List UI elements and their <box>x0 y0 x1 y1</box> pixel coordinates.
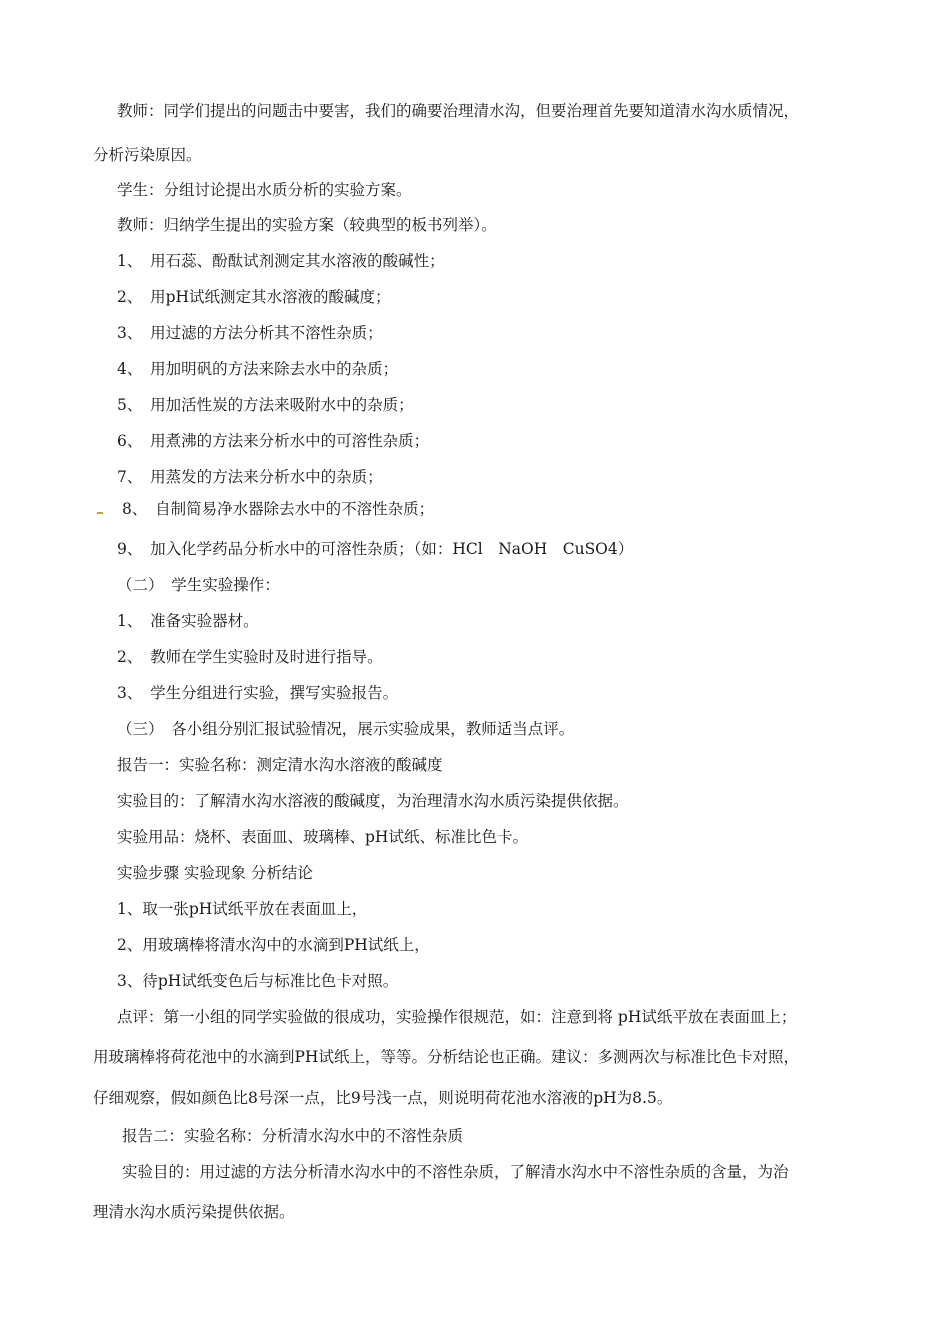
list-item-operation-3: 3、 学生分组进行实验，撰写实验报告。 <box>117 684 399 702</box>
section-heading-3: （三） 各小组分别汇报试验情况，展示实验成果，教师适当点评。 <box>117 720 575 738</box>
list-item-plan-5: 5、 用加活性炭的方法来吸附水中的杂质； <box>117 396 414 414</box>
list-item-plan-2: 2、 用pH试纸测定其水溶液的酸碱度； <box>117 288 391 306</box>
list-item-plan-4: 4、 用加明矾的方法来除去水中的杂质； <box>117 360 399 378</box>
report-1-step-3: 3、待pH试纸变色后与标准比色卡对照。 <box>117 972 399 990</box>
report-1-step-1: 1、取一张pH试纸平放在表面皿上， <box>117 900 368 918</box>
paragraph-teacher-intro: 教师：同学们提出的问题击中要害，我们的确要治理清水沟，但要治理首先要知道清水沟水质情况， <box>117 102 800 120</box>
report-1-table-header: 实验步骤 实验现象 分析结论 <box>117 864 313 882</box>
report-1-materials: 实验用品：烧杯、表面皿、玻璃棒、pH试纸、标准比色卡。 <box>117 828 528 846</box>
report-2-purpose-cont: 理清水沟水质污染提供依据。 <box>93 1203 295 1221</box>
report-2-purpose: 实验目的：用过滤的方法分析清水沟水中的不溶性杂质，了解清水沟水中不溶性杂质的含量，为治 <box>122 1163 789 1181</box>
list-item-plan-3: 3、 用过滤的方法分析其不溶性杂质； <box>117 324 383 342</box>
review-paragraph-cont-2: 仔细观察，假如颜色比8号深一点，比9号浅一点，则说明荷花池水溶液的pH为8.5。 <box>93 1089 673 1107</box>
list-item-operation-1: 1、 准备实验器材。 <box>117 612 259 630</box>
paragraph-teacher-summary: 教师：归纳学生提出的实验方案（较典型的板书列举）。 <box>117 216 497 234</box>
stray-mark <box>97 512 103 514</box>
report-1-purpose: 实验目的：了解清水沟水溶液的酸碱度，为治理清水沟水质污染提供依据。 <box>117 792 629 810</box>
review-paragraph-cont-1: 用玻璃棒将荷花池中的水滴到PH试纸上，等等。分析结论也正确。建议：多测两次与标准比色卡对照， <box>93 1048 799 1066</box>
section-heading-2: （二） 学生实验操作： <box>117 576 280 594</box>
report-2-title: 报告二：实验名称：分析清水沟水中的不溶性杂质 <box>122 1127 464 1145</box>
list-item-operation-2: 2、 教师在学生实验时及时进行指导。 <box>117 648 383 666</box>
paragraph-teacher-intro-cont: 分析污染原因。 <box>93 146 202 164</box>
list-item-plan-9: 9、 加入化学药品分析水中的可溶性杂质；（如：HCl NaOH CuSO4） <box>117 540 634 558</box>
list-item-plan-7: 7、 用蒸发的方法来分析水中的杂质； <box>117 468 383 486</box>
review-paragraph: 点评：第一小组的同学实验做的很成功，实验操作很规范，如：注意到将 pH试纸平放在表面皿上； <box>117 1008 797 1026</box>
list-item-plan-8: 8、 自制简易净水器除去水中的不溶性杂质； <box>122 500 435 518</box>
list-item-plan-6: 6、 用煮沸的方法来分析水中的可溶性杂质； <box>117 432 430 450</box>
report-1-title: 报告一：实验名称：测定清水沟水溶液的酸碱度 <box>117 756 443 774</box>
list-item-plan-1: 1、 用石蕊、酚酞试剂测定其水溶液的酸碱性； <box>117 252 445 270</box>
report-1-step-2: 2、用玻璃棒将清水沟中的水滴到PH试纸上， <box>117 936 430 954</box>
paragraph-student-discussion: 学生：分组讨论提出水质分析的实验方案。 <box>117 181 412 199</box>
